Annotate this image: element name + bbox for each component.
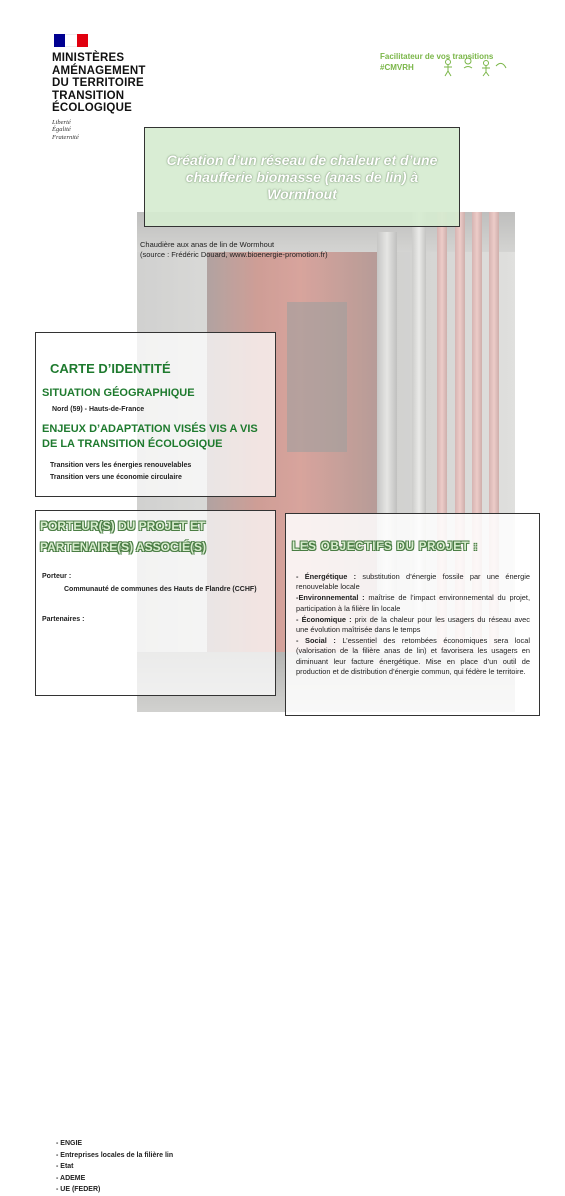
project-holders-heading: PORTEUR(S) DU PROJET ET PARTENAIRE(S) ASSOCIÉ(S): [40, 519, 207, 554]
location-heading: SITUATION GÉOGRAPHIQUE: [42, 387, 195, 399]
issues-heading: ENJEUX D’ADAPTATION VISÉS VIS A VIS DE LA TRANSITION ÉCOLOGIQUE: [42, 423, 258, 450]
objectives-heading: LES OBJECTIFS DU PROJET :: [292, 541, 479, 553]
location-value: Nord (59) - Hauts-de-France: [52, 406, 145, 413]
partner-tagline: Facilitateur de vos transitions: [380, 52, 494, 61]
ministry-name: MINISTÈRES AMÉNAGEMENT DU TERRITOIRE TRANSITION ÉCOLOGIQUE: [52, 52, 146, 114]
list-item: - ADEME: [56, 1174, 86, 1182]
issues-list: [50, 460, 191, 484]
partners-list: [56, 1138, 173, 1196]
photo-caption: Chaudière aux anas de lin de Wormhout (source : Frédéric Douard, www.bioenergie-promotion.fr): [140, 240, 328, 259]
objective-energy: - Énergétique : substitution d’énergie fossile par une énergie renouvelable locale: [296, 572, 530, 592]
ministry-logo: [52, 34, 146, 141]
list-item: - Etat: [56, 1163, 74, 1170]
objectives-list: [296, 572, 530, 678]
issue-item: Transition vers les énergies renouvelables: [50, 462, 192, 469]
list-item: - ENGIE: [56, 1140, 83, 1147]
figures-drawing-icon: [440, 56, 510, 78]
project-holders-box: [35, 510, 276, 1193]
title-box: [144, 127, 460, 227]
porteur-value: Communauté de communes des Hauts de Flandre (CCHF): [64, 586, 257, 593]
porteur-label: Porteur :: [42, 573, 72, 580]
issue-item: Transition vers une économie circulaire: [50, 474, 182, 481]
identity-card: [35, 332, 276, 497]
objective-economic: - Économique : prix de la chaleur pour les usagers du réseau avec une évolution maîtrisée dans le temps: [296, 614, 530, 635]
objective-social: - Social : L’essentiel des retombées économiques sera local (valorisation de la filière anas de lin) et favorisera les usagers en diminuant leur facture énergétique. Mise en place d’un outil de production et de distribution d’énergie commun, qui fédère le territoire.: [296, 636, 530, 676]
cmvrh-logo: [380, 52, 493, 72]
partners-label: Partenaires :: [42, 616, 85, 623]
page-title: Création d’un réseau de chaleur et d’une chaufferie biomasse (anas de lin) à Wormhout: [166, 151, 438, 202]
list-item: - UE (FEDER): [56, 1186, 101, 1193]
objective-environment: -Environnemental : maîtrise de l’impact environnemental du projet, participation à la filière lin locale: [296, 593, 531, 613]
partner-hashtag: #CMVRH: [380, 63, 414, 72]
republic-motto: Liberté Égalité Fraternité: [52, 118, 79, 141]
list-item: - Entreprises locales de la filière lin: [56, 1151, 174, 1159]
objectives-box: [285, 513, 540, 716]
marianne-flag-icon: [54, 34, 88, 47]
identity-card-heading: CARTE D’IDENTITÉ: [50, 361, 171, 376]
